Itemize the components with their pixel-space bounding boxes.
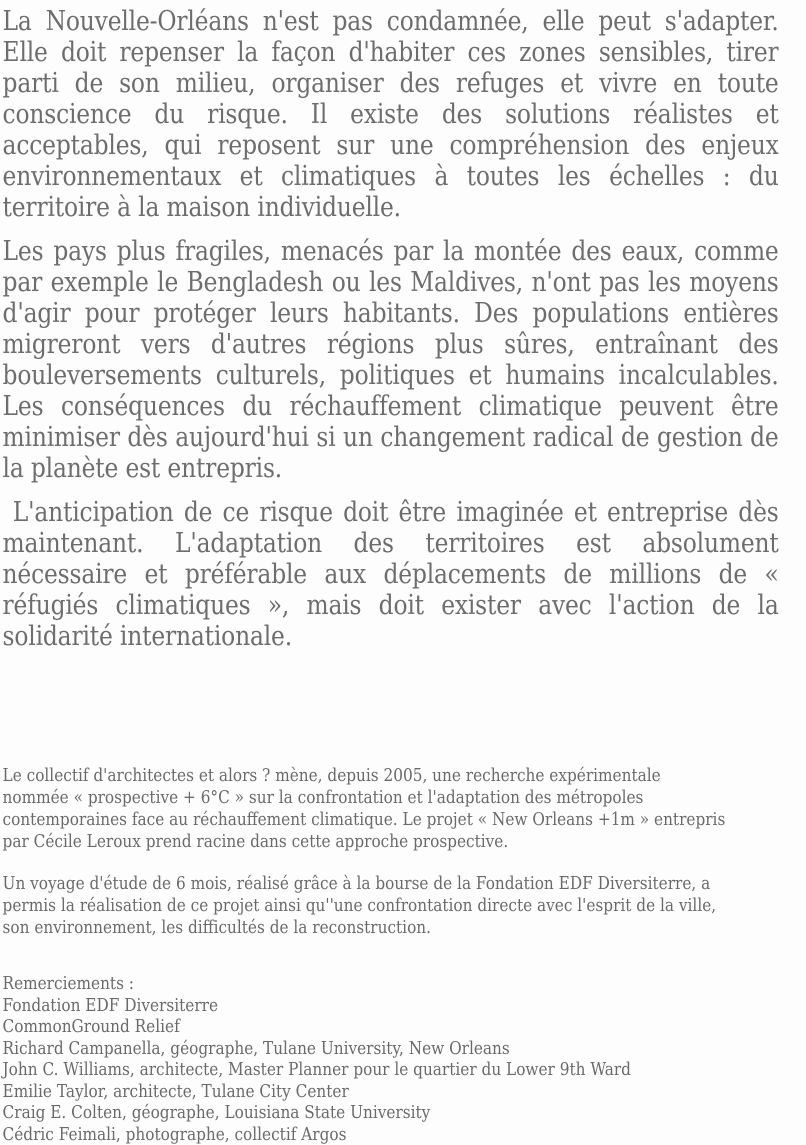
colophon bbox=[3, 765, 779, 1145]
acknowledgement-entry: Craig E. Colten, géographe, Louisiana State University bbox=[3, 1102, 779, 1124]
article-paragraph-1: La Nouvelle-Orléans n'est pas condamnée, elle peut s'adapter. Elle doit repenser la façon d'habiter ces zones sensibles, tirer parti de son milieu, organiser des refuges et vivre en toute conscience du risque. Il existe des solutions réalistes et acceptables, qui reposent sur une compréhension des enjeux environnementaux et climatiques à toutes les échelles : du territoire à la maison individuelle. bbox=[3, 6, 779, 223]
acknowledgement-entry: John C. Williams, architecte, Master Planner pour le quartier du Lower 9th Ward bbox=[3, 1059, 779, 1081]
colophon-line: permis la réalisation de ce projet ainsi qu''une confrontation directe avec l'esprit de la ville, bbox=[3, 895, 779, 917]
colophon-line: contemporaines face au réchauffement climatique. Le projet « New Orleans +1m » entrepris bbox=[3, 809, 779, 831]
acknowledgement-entry: Cédric Feimali, photographe, collectif Argos bbox=[3, 1124, 779, 1145]
acknowledgement-entry: Fondation EDF Diversiterre bbox=[3, 995, 779, 1017]
colophon-about-project bbox=[3, 765, 779, 853]
colophon-line: Un voyage d'étude de 6 mois, réalisé grâce à la bourse de la Fondation EDF Diversiterre, a bbox=[3, 873, 779, 895]
article-paragraph-2: Les pays plus fragiles, menacés par la montée des eaux, comme par exemple le Bengladesh ou les Maldives, n'ont pas les moyens d'agir pour protéger leurs habitants. Des populations entières migreront vers d'autres régions plus sûres, entraînant des bouleversements culturels, politiques et humains incalculables. Les conséquences du réchauffement climatique peuvent être minimiser dès aujourd'hui si un changement radical de gestion de la planète est entrepris. bbox=[3, 236, 779, 484]
colophon-line: par Cécile Leroux prend racine dans cette approche prospective. bbox=[3, 831, 779, 853]
colophon-line: nommée « prospective + 6°C » sur la confrontation et l'adaptation des métropoles bbox=[3, 787, 779, 809]
colophon-line: son environnement, les difficultés de la reconstruction. bbox=[3, 917, 779, 939]
article-text bbox=[3, 6, 779, 652]
colophon-line: Le collectif d'architectes et alors ? mène, depuis 2005, une recherche expérimentale bbox=[3, 765, 779, 787]
acknowledgement-entry: CommonGround Relief bbox=[3, 1016, 779, 1038]
acknowledgements-heading: Remerciements : bbox=[3, 973, 779, 995]
article-paragraph-3: L'anticipation de ce risque doit être imaginée et entreprise dès maintenant. L'adaptation des territoires est absolument nécessaire et préférable aux déplacements de millions de « réfugiés climatiques », mais doit exister avec l'action de la solidarité internationale. bbox=[3, 497, 779, 652]
acknowledgements-section bbox=[3, 973, 779, 1145]
colophon-about-trip bbox=[3, 873, 779, 939]
acknowledgement-entry: Richard Campanella, géographe, Tulane University, New Orleans bbox=[3, 1038, 779, 1060]
acknowledgement-entry: Emilie Taylor, architecte, Tulane City Center bbox=[3, 1081, 779, 1103]
